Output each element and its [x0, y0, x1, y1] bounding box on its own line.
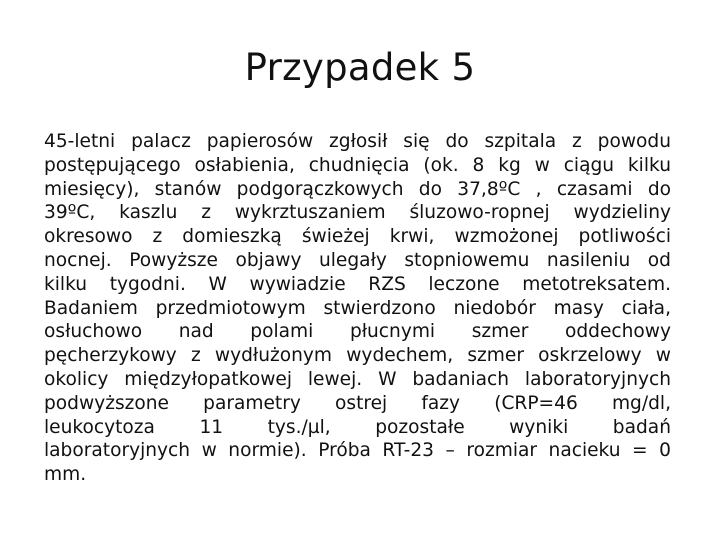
- text-line: okresowo z domieszką świeżej krwi, wzmożonej potliwości: [44, 226, 671, 248]
- text-line: miesięcy), stanów podgorączkowych do 37,8ºC , czasami do: [44, 178, 671, 200]
- text-line: osłuchowo nad polami płucnymi szmer oddechowy: [44, 321, 671, 343]
- text-line: Badaniem przedmiotowym stwierdzono niedobór masy ciała,: [44, 297, 671, 319]
- text-line: postępującego osłabienia, chudnięcia (ok. 8 kg w ciągu kilku: [44, 154, 671, 176]
- slide-title: Przypadek 5: [244, 46, 476, 89]
- text-line: laboratoryjnych w normie). Próba RT-23 – rozmiar nacieku = 0: [44, 440, 671, 462]
- text-line: podwyższone parametry ostrej fazy (CRP=46 mg/dl,: [44, 392, 671, 414]
- text-line: kilku tygodni. W wywiadzie RZS leczone metotreksatem.: [44, 273, 671, 295]
- text-line: mm.: [44, 464, 87, 486]
- text-line: 39ºC, kaszlu z wykrztuszaniem śluzowo-ropnej wydzieliny: [44, 202, 671, 224]
- text-line: nocnej. Powyższe objawy ulegały stopniowemu nasileniu od: [44, 249, 671, 271]
- text-line: 45-letni palacz papierosów zgłosił się do szpitala z powodu: [44, 131, 671, 152]
- text-line: okolicy międzyłopatkowej lewej. W badaniach laboratoryjnych: [44, 368, 671, 390]
- case-description: [44, 130, 671, 487]
- text-line: leukocytoza 11 tys./µl, pozostałe wyniki badań: [44, 416, 671, 438]
- text-line: pęcherzykowy z wydłużonym wydechem, szmer oskrzelowy w: [44, 345, 671, 367]
